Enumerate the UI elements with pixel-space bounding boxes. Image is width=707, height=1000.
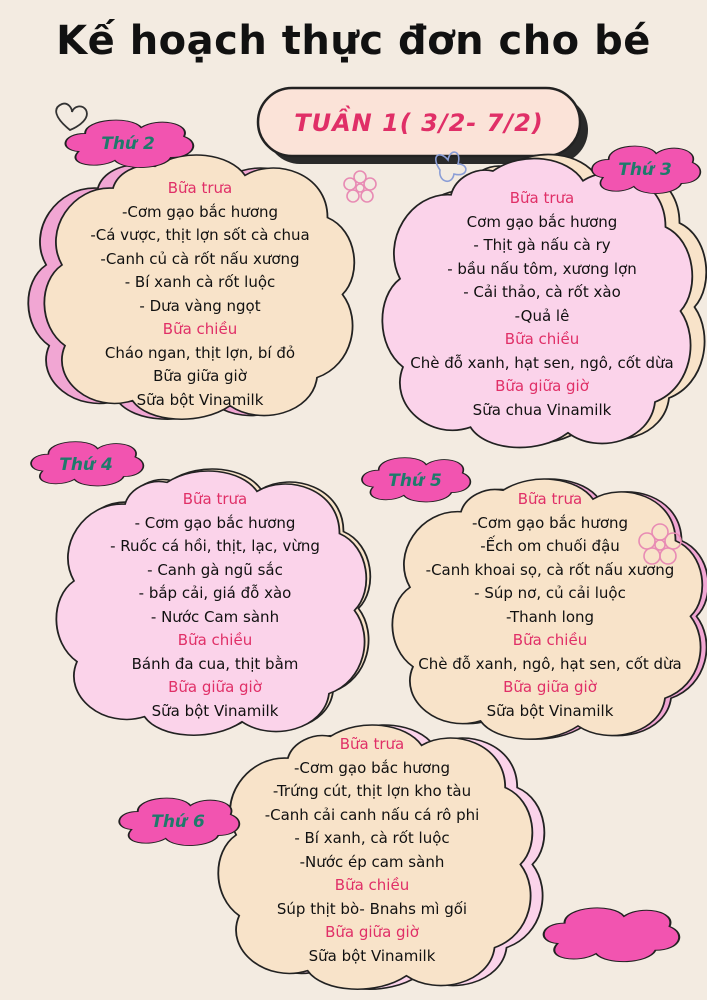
tag-thu-4: Thứ 4 xyxy=(59,455,113,475)
menu-item: Cháo ngan, thịt lợn, bí đỏ xyxy=(104,343,296,362)
menu-item: Sữa bột Vinamilk xyxy=(151,701,279,720)
menu-item: Sữa bột Vinamilk xyxy=(308,946,436,965)
menu-item: - bầu nấu tôm, xương lợn xyxy=(447,259,637,278)
menu-item: - Cơm gạo bắc hương xyxy=(134,513,296,532)
meal-header: Bữa trưa xyxy=(509,189,575,207)
page-title: Kế hoạch thực đơn cho bé xyxy=(56,18,651,64)
menu-item: Sữa chua Vinamilk xyxy=(472,400,612,419)
meal-header: Bữa giữa giờ xyxy=(325,923,419,941)
meal-header: Bữa giữa giờ xyxy=(168,678,262,696)
menu-item: -Thanh long xyxy=(505,607,595,626)
menu-card-thu-2 xyxy=(60,177,340,412)
pink-cloud-decoration xyxy=(544,908,680,962)
menu-card-thu-6 xyxy=(232,733,512,968)
menu-item: - Nước Cam sành xyxy=(150,607,280,626)
menu-item: - Bí xanh cà rốt luộc xyxy=(124,273,276,291)
menu-card-thu-4 xyxy=(75,488,355,723)
menu-item: - Ruốc cá hồi, thịt, lạc, vừng xyxy=(110,537,320,555)
menu-card-thu-5 xyxy=(400,488,700,723)
menu-item: - Bí xanh, cà rốt luộc xyxy=(294,829,450,847)
menu-item: -Cơm gạo bắc hương xyxy=(121,202,279,221)
meal-header: Bữa chiều xyxy=(334,876,410,894)
menu-item: -Canh củ cà rốt nấu xương xyxy=(100,249,300,268)
menu-item: Bánh đa cua, thịt bằm xyxy=(131,654,299,673)
meal-header: Bữa chiều xyxy=(162,320,238,338)
menu-item: Chè đỗ xanh, hạt sen, ngô, cốt dừa xyxy=(410,353,674,372)
menu-item: Sữa bột Vinamilk xyxy=(486,701,614,720)
meal-header: Bữa chiều xyxy=(504,330,580,348)
week-label: TUẦN 1( 3/2- 7/2) xyxy=(294,109,544,137)
menu-item: - Súp nơ, củ cải luộc xyxy=(474,584,626,602)
menu-item: Chè đỗ xanh, ngô, hạt sen, cốt dừa xyxy=(418,654,682,673)
meal-header: Bữa chiều xyxy=(177,631,253,649)
meal-header: Bữa chiều xyxy=(512,631,588,649)
menu-item: -Cơm gạo bắc hương xyxy=(293,758,451,777)
flower-doodle xyxy=(344,171,376,202)
menu-item: -Canh cải canh nấu cá rô phi xyxy=(264,805,480,824)
meal-header: Bữa giữa giờ xyxy=(495,377,589,395)
tag-thu-2: Thứ 2 xyxy=(101,134,155,154)
menu-card-thu-3 xyxy=(392,187,692,422)
meal-header: Bữa trưa xyxy=(339,735,405,753)
menu-item: -Nước ép cam sành xyxy=(299,852,445,871)
meal-header: Bữa trưa xyxy=(517,490,583,508)
menu-item: -Cơm gạo bắc hương xyxy=(471,513,629,532)
menu-item: Sữa bột Vinamilk xyxy=(136,390,264,409)
menu-item: - Dưa vàng ngọt xyxy=(139,296,261,315)
menu-item: Bữa giữa giờ xyxy=(153,367,247,385)
meal-header: Bữa trưa xyxy=(167,179,233,197)
menu-item: -Cá vược, thịt lợn sốt cà chua xyxy=(90,226,310,244)
menu-item: - bắp cải, giá đỗ xào xyxy=(138,584,292,602)
menu-item: -Quả lê xyxy=(514,306,570,325)
meal-header: Bữa trưa xyxy=(182,490,248,508)
menu-item: -Trứng cút, thịt lợn kho tàu xyxy=(272,782,472,800)
meal-header: Bữa giữa giờ xyxy=(503,678,597,696)
tag-thu-6: Thứ 6 xyxy=(151,812,205,832)
menu-item: Súp thịt bò- Bnahs mì gối xyxy=(276,899,468,918)
menu-item: -Ếch om chuối đậu xyxy=(480,537,620,555)
menu-item: -Canh khoai sọ, cà rốt nấu xương xyxy=(425,560,675,579)
tag-thu-5: Thứ 5 xyxy=(388,471,442,491)
tag-thu-3: Thứ 3 xyxy=(618,160,672,180)
menu-item: - Cải thảo, cà rốt xào xyxy=(463,283,621,301)
menu-item: Cơm gạo bắc hương xyxy=(466,212,618,231)
menu-item: - Canh gà ngũ sắc xyxy=(147,560,283,579)
menu-item: - Thịt gà nấu cà ry xyxy=(473,236,611,254)
